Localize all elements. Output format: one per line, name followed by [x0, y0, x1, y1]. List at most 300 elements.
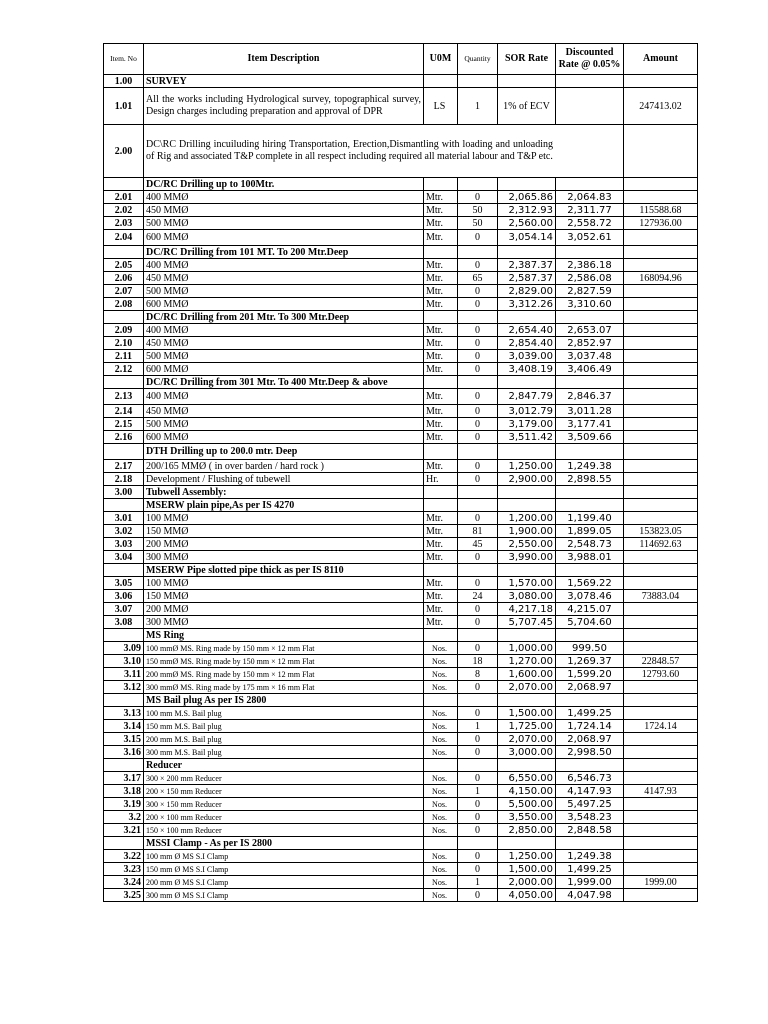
item-uom: Nos.: [424, 733, 458, 746]
item-sor-rate: 3,054.14: [498, 230, 556, 246]
item-uom: Mtr.: [424, 350, 458, 363]
item-uom: LS: [424, 88, 458, 125]
item-amount: 4147.93: [624, 785, 698, 798]
item-discounted-rate: 1,249.38: [556, 460, 624, 473]
item-quantity: 0: [458, 863, 498, 876]
header-quantity: Quantity: [458, 44, 498, 75]
item-description: 600 MMØ: [144, 363, 424, 376]
item-no: 2.07: [104, 285, 144, 298]
section-heading: MSERW plain pipe,As per IS 4270: [144, 499, 424, 512]
table-row: [104, 499, 698, 512]
item-uom: Nos.: [424, 681, 458, 694]
item-no: 2.09: [104, 324, 144, 337]
item-quantity: 0: [458, 889, 498, 902]
item-no: 3.22: [104, 850, 144, 863]
item-sor-rate: 3,312.26: [498, 298, 556, 311]
table-row: [104, 191, 698, 204]
item-no: 3.09: [104, 642, 144, 655]
table-row: [104, 204, 698, 217]
item-no: 3.17: [104, 772, 144, 785]
item-description: 450 MMØ: [144, 204, 424, 217]
item-no: 2.14: [104, 405, 144, 418]
item-no: 2.06: [104, 272, 144, 285]
item-no: 3.11: [104, 668, 144, 681]
item-uom: Nos.: [424, 668, 458, 681]
item-discounted-rate: 4,215.07: [556, 603, 624, 616]
item-uom: Mtr.: [424, 272, 458, 285]
item-description: SURVEY: [144, 75, 424, 88]
table-row: [104, 311, 698, 324]
item-sor-rate: 3,179.00: [498, 418, 556, 431]
item-description: 100 MMØ: [144, 577, 424, 590]
table-row: [104, 590, 698, 603]
header-row: [104, 44, 698, 75]
item-uom: Nos.: [424, 889, 458, 902]
item-description: 200/165 MMØ ( in over barden / hard rock ): [144, 460, 424, 473]
item-sor-rate: 4,150.00: [498, 785, 556, 798]
item-discounted-rate: 999.50: [556, 642, 624, 655]
item-quantity: 65: [458, 272, 498, 285]
item-discounted-rate: 2,848.58: [556, 824, 624, 837]
item-sor-rate: 1,900.00: [498, 525, 556, 538]
item-no: 2.04: [104, 230, 144, 246]
section-heading: DC/RC Drilling from 101 MT. To 200 Mtr.Deep: [144, 246, 424, 259]
item-no: 2.16: [104, 431, 144, 444]
item-sor-rate: 1,250.00: [498, 850, 556, 863]
item-sor-rate: 2,000.00: [498, 876, 556, 889]
section-heading: Reducer: [144, 759, 424, 772]
item-description: 200 mm M.S. Bail plug: [144, 733, 424, 746]
table-row: [104, 798, 698, 811]
table-row: [104, 88, 698, 125]
item-discounted-rate: 2,998.50: [556, 746, 624, 759]
item-uom: Nos.: [424, 772, 458, 785]
item-quantity: 1: [458, 720, 498, 733]
section-heading: DC/RC Drilling up to 100Mtr.: [144, 178, 424, 191]
table-row: [104, 75, 698, 88]
table-row: [104, 512, 698, 525]
item-quantity: 1: [458, 876, 498, 889]
item-discounted-rate: 1,569.22: [556, 577, 624, 590]
item-sor-rate: 3,990.00: [498, 551, 556, 564]
item-quantity: 0: [458, 418, 498, 431]
item-discounted-rate: 4,147.93: [556, 785, 624, 798]
item-amount: 1724.14: [624, 720, 698, 733]
item-discounted-rate: 3,037.48: [556, 350, 624, 363]
item-no: 1.00: [104, 75, 144, 88]
table-row: [104, 564, 698, 577]
header-sor-rate: SOR Rate: [498, 44, 556, 75]
item-uom: Mtr.: [424, 525, 458, 538]
item-amount: 153823.05: [624, 525, 698, 538]
item-description: DC\RC Drilling incuiluding hiring Transportation, Erection,Dismantling with loading and unloading of Rig and associated T&P complete in all respect including required all material labour and T&P etc.: [144, 125, 624, 178]
item-uom: Nos.: [424, 642, 458, 655]
item-quantity: 0: [458, 324, 498, 337]
item-amount: 73883.04: [624, 590, 698, 603]
item-uom: Mtr.: [424, 324, 458, 337]
section-heading: MS Bail plug As per IS 2800: [144, 694, 424, 707]
item-sor-rate: 2,850.00: [498, 824, 556, 837]
header-item-no: Item. No: [104, 44, 144, 75]
item-description: 300 MMØ: [144, 616, 424, 629]
item-sor-rate: 5,500.00: [498, 798, 556, 811]
item-description: 500 MMØ: [144, 285, 424, 298]
item-description: 600 MMØ: [144, 431, 424, 444]
item-uom: Mtr.: [424, 204, 458, 217]
item-description: 200 × 100 mm Reducer: [144, 811, 424, 824]
item-discounted-rate: 4,047.98: [556, 889, 624, 902]
item-description: 300 MMØ: [144, 551, 424, 564]
item-no: 3.12: [104, 681, 144, 694]
table-row: [104, 418, 698, 431]
item-description: 200 mm Ø MS S.I Clamp: [144, 876, 424, 889]
item-quantity: 0: [458, 512, 498, 525]
item-no: 3.07: [104, 603, 144, 616]
item-description: 500 MMØ: [144, 217, 424, 230]
table-row: [104, 772, 698, 785]
item-uom: Mtr.: [424, 512, 458, 525]
item-description: 600 MMØ: [144, 230, 424, 246]
item-no: 2.11: [104, 350, 144, 363]
item-sor-rate: 1,570.00: [498, 577, 556, 590]
item-description: 600 MMØ: [144, 298, 424, 311]
item-discounted-rate: 2,548.73: [556, 538, 624, 551]
item-uom: Mtr.: [424, 389, 458, 405]
item-discounted-rate: 3,548.23: [556, 811, 624, 824]
item-description: 400 MMØ: [144, 389, 424, 405]
table-row: [104, 363, 698, 376]
item-quantity: 0: [458, 772, 498, 785]
item-description: 300 mm Ø MS S.I Clamp: [144, 889, 424, 902]
item-sor-rate: 4,217.18: [498, 603, 556, 616]
item-uom: Nos.: [424, 876, 458, 889]
header-amount: Amount: [624, 44, 698, 75]
item-description: 150 MMØ: [144, 590, 424, 603]
section-heading: MSERW Pipe slotted pipe thick as per IS 8110: [144, 564, 424, 577]
item-no: 3.00: [104, 486, 144, 499]
item-uom: Nos.: [424, 746, 458, 759]
item-uom: Nos.: [424, 707, 458, 720]
item-discounted-rate: 2,386.18: [556, 259, 624, 272]
table-row: [104, 616, 698, 629]
item-sor-rate: 1,250.00: [498, 460, 556, 473]
item-discounted-rate: 1,499.25: [556, 863, 624, 876]
table-row: [104, 217, 698, 230]
item-sor-rate: 1,270.00: [498, 655, 556, 668]
item-quantity: 0: [458, 350, 498, 363]
item-uom: Mtr.: [424, 603, 458, 616]
item-no: 3.19: [104, 798, 144, 811]
section-heading: Tubwell Assembly:: [144, 486, 424, 499]
item-uom: Nos.: [424, 863, 458, 876]
item-no: 2.00: [104, 125, 144, 178]
table-row: [104, 405, 698, 418]
item-no: 2.13: [104, 389, 144, 405]
item-no: 3.13: [104, 707, 144, 720]
item-description: 200 × 150 mm Reducer: [144, 785, 424, 798]
item-description: 400 MMØ: [144, 259, 424, 272]
table-row: [104, 376, 698, 389]
item-no: 3.24: [104, 876, 144, 889]
table-row: [104, 850, 698, 863]
item-no: 2.17: [104, 460, 144, 473]
table-row: [104, 285, 698, 298]
table-row: [104, 230, 698, 246]
table-row: [104, 707, 698, 720]
item-quantity: 81: [458, 525, 498, 538]
table-row: [104, 694, 698, 707]
item-sor-rate: 2,560.00: [498, 217, 556, 230]
item-no: 2.15: [104, 418, 144, 431]
item-uom: Mtr.: [424, 590, 458, 603]
item-sor-rate: 3,511.42: [498, 431, 556, 444]
item-description: 150 × 100 mm Reducer: [144, 824, 424, 837]
item-quantity: 0: [458, 707, 498, 720]
item-sor-rate: 4,050.00: [498, 889, 556, 902]
item-no: 3.03: [104, 538, 144, 551]
table-row: [104, 444, 698, 460]
item-quantity: 0: [458, 824, 498, 837]
item-description: 150 mmØ MS. Ring made by 150 mm × 12 mm Flat: [144, 655, 424, 668]
table-row: [104, 525, 698, 538]
item-sor-rate: 3,550.00: [498, 811, 556, 824]
item-quantity: 18: [458, 655, 498, 668]
item-discounted-rate: 2,586.08: [556, 272, 624, 285]
item-sor-rate: 5,707.45: [498, 616, 556, 629]
item-uom: Mtr.: [424, 217, 458, 230]
table-row: [104, 246, 698, 259]
item-uom: Nos.: [424, 655, 458, 668]
item-amount: 12793.60: [624, 668, 698, 681]
item-description: All the works including Hydrological survey, topographical survey, Design charges including preparation and approval of DPR: [144, 88, 424, 125]
table-row: [104, 125, 698, 178]
item-sor-rate: 3,408.19: [498, 363, 556, 376]
table-row: [104, 577, 698, 590]
item-description: 100 mm Ø MS S.I Clamp: [144, 850, 424, 863]
item-no: 3.06: [104, 590, 144, 603]
table-row: [104, 746, 698, 759]
item-sor-rate: 1,000.00: [498, 642, 556, 655]
item-sor-rate: 1,500.00: [498, 707, 556, 720]
item-discounted-rate: 1,999.00: [556, 876, 624, 889]
item-sor-rate: 2,900.00: [498, 473, 556, 486]
item-uom: Mtr.: [424, 616, 458, 629]
item-quantity: 0: [458, 642, 498, 655]
item-no: 2.03: [104, 217, 144, 230]
item-discounted-rate: 2,898.55: [556, 473, 624, 486]
item-sor-rate: 1% of ECV: [498, 88, 556, 125]
table-row: [104, 720, 698, 733]
table-row: [104, 538, 698, 551]
header-discounted-rate: Discounted Rate @ 0.05%: [556, 44, 624, 75]
item-discounted-rate: 3,988.01: [556, 551, 624, 564]
item-no: 3.15: [104, 733, 144, 746]
item-sor-rate: 2,312.93: [498, 204, 556, 217]
item-uom: Mtr.: [424, 538, 458, 551]
item-discounted-rate: 2,068.97: [556, 733, 624, 746]
item-quantity: 0: [458, 431, 498, 444]
item-quantity: 0: [458, 337, 498, 350]
table-row: [104, 473, 698, 486]
table-row: [104, 259, 698, 272]
item-description: 200 mmØ MS. Ring made by 150 mm × 12 mm Flat: [144, 668, 424, 681]
item-quantity: 50: [458, 217, 498, 230]
table-row: [104, 655, 698, 668]
item-description: 200 MMØ: [144, 603, 424, 616]
item-uom: Mtr.: [424, 551, 458, 564]
item-uom: Mtr.: [424, 191, 458, 204]
item-no: 1.01: [104, 88, 144, 125]
item-discounted-rate: 2,558.72: [556, 217, 624, 230]
table-row: [104, 681, 698, 694]
item-discounted-rate: 1,724.14: [556, 720, 624, 733]
item-description: 100 mm M.S. Bail plug: [144, 707, 424, 720]
section-heading: DC/RC Drilling from 301 Mtr. To 400 Mtr.Deep & above: [144, 376, 424, 389]
item-uom: Nos.: [424, 720, 458, 733]
item-sor-rate: 2,654.40: [498, 324, 556, 337]
table-row: [104, 759, 698, 772]
table-row: [104, 603, 698, 616]
header-item-description: Item Description: [144, 44, 424, 75]
item-quantity: 0: [458, 389, 498, 405]
item-quantity: 0: [458, 191, 498, 204]
table-row: [104, 668, 698, 681]
item-description: 150 mm Ø MS S.I Clamp: [144, 863, 424, 876]
item-description: 150 mm M.S. Bail plug: [144, 720, 424, 733]
table-row: [104, 337, 698, 350]
item-sor-rate: 2,854.40: [498, 337, 556, 350]
item-uom: Nos.: [424, 850, 458, 863]
item-uom: Nos.: [424, 811, 458, 824]
item-quantity: 0: [458, 798, 498, 811]
item-uom: Nos.: [424, 824, 458, 837]
table-row: [104, 863, 698, 876]
item-quantity: 0: [458, 850, 498, 863]
item-amount: 22848.57: [624, 655, 698, 668]
item-discounted-rate: 3,310.60: [556, 298, 624, 311]
item-quantity: 0: [458, 298, 498, 311]
item-description: 200 MMØ: [144, 538, 424, 551]
item-quantity: 1: [458, 785, 498, 798]
table-row: [104, 629, 698, 642]
item-discounted-rate: 3,509.66: [556, 431, 624, 444]
item-uom: Mtr.: [424, 460, 458, 473]
table-row: [104, 837, 698, 850]
item-quantity: 8: [458, 668, 498, 681]
item-quantity: 0: [458, 259, 498, 272]
item-sor-rate: 3,012.79: [498, 405, 556, 418]
table-row: [104, 272, 698, 285]
item-uom: Mtr.: [424, 431, 458, 444]
item-quantity: 0: [458, 681, 498, 694]
section-heading: MS Ring: [144, 629, 424, 642]
section-heading: DTH Drilling up to 200.0 mtr. Deep: [144, 444, 424, 460]
item-no: 3.02: [104, 525, 144, 538]
item-description: 300 mm M.S. Bail plug: [144, 746, 424, 759]
table-row: [104, 178, 698, 191]
item-discounted-rate: 2,068.97: [556, 681, 624, 694]
item-discounted-rate: 2,852.97: [556, 337, 624, 350]
item-no: 2.18: [104, 473, 144, 486]
table-row: [104, 486, 698, 499]
item-amount: 168094.96: [624, 272, 698, 285]
table-row: [104, 733, 698, 746]
item-sor-rate: 2,387.37: [498, 259, 556, 272]
item-discounted-rate: 5,704.60: [556, 616, 624, 629]
item-sor-rate: 2,847.79: [498, 389, 556, 405]
item-discounted-rate: 1,499.25: [556, 707, 624, 720]
item-quantity: 0: [458, 285, 498, 298]
header-uom: U0M: [424, 44, 458, 75]
item-no: 3.25: [104, 889, 144, 902]
item-amount: 247413.02: [624, 88, 698, 125]
item-no: 2.10: [104, 337, 144, 350]
item-no: 3.21: [104, 824, 144, 837]
item-description: 450 MMØ: [144, 405, 424, 418]
item-no: 3.16: [104, 746, 144, 759]
item-description: 300 mmØ MS. Ring made by 175 mm × 16 mm Flat: [144, 681, 424, 694]
item-no: 3.08: [104, 616, 144, 629]
table-row: [104, 785, 698, 798]
item-discounted-rate: 1,599.20: [556, 668, 624, 681]
item-quantity: 50: [458, 204, 498, 217]
item-uom: Nos.: [424, 798, 458, 811]
table-row: [104, 298, 698, 311]
table-row: [104, 389, 698, 405]
item-sor-rate: 2,587.37: [498, 272, 556, 285]
item-quantity: 24: [458, 590, 498, 603]
item-discounted-rate: 3,406.49: [556, 363, 624, 376]
item-sor-rate: 1,500.00: [498, 863, 556, 876]
item-description: 100 MMØ: [144, 512, 424, 525]
item-discounted-rate: 1,199.40: [556, 512, 624, 525]
item-quantity: 0: [458, 551, 498, 564]
item-no: 3.18: [104, 785, 144, 798]
item-description: 300 × 150 mm Reducer: [144, 798, 424, 811]
item-quantity: 0: [458, 405, 498, 418]
item-discounted-rate: 5,497.25: [556, 798, 624, 811]
item-description: Development / Flushing of tubewell: [144, 473, 424, 486]
item-amount: 1999.00: [624, 876, 698, 889]
table-row: [104, 889, 698, 902]
item-quantity: 0: [458, 577, 498, 590]
item-no: 3.14: [104, 720, 144, 733]
table-row: [104, 350, 698, 363]
item-discounted-rate: 2,064.83: [556, 191, 624, 204]
table-row: [104, 551, 698, 564]
item-sor-rate: 6,550.00: [498, 772, 556, 785]
section-heading: DC/RC Drilling from 201 Mtr. To 300 Mtr.Deep: [144, 311, 424, 324]
item-discounted-rate: 1,269.37: [556, 655, 624, 668]
item-discounted-rate: 2,827.59: [556, 285, 624, 298]
item-no: 3.23: [104, 863, 144, 876]
item-no: 2.08: [104, 298, 144, 311]
item-amount: 114692.63: [624, 538, 698, 551]
item-discounted-rate: 2,311.77: [556, 204, 624, 217]
item-no: 2.01: [104, 191, 144, 204]
item-quantity: 0: [458, 746, 498, 759]
item-no: 3.04: [104, 551, 144, 564]
item-description: 300 × 200 mm Reducer: [144, 772, 424, 785]
item-uom: Nos.: [424, 785, 458, 798]
item-quantity: 0: [458, 473, 498, 486]
item-discounted-rate: 2,653.07: [556, 324, 624, 337]
item-sor-rate: 3,080.00: [498, 590, 556, 603]
item-quantity: 0: [458, 616, 498, 629]
item-no: 3.05: [104, 577, 144, 590]
item-description: 400 MMØ: [144, 191, 424, 204]
item-uom: Mtr.: [424, 285, 458, 298]
